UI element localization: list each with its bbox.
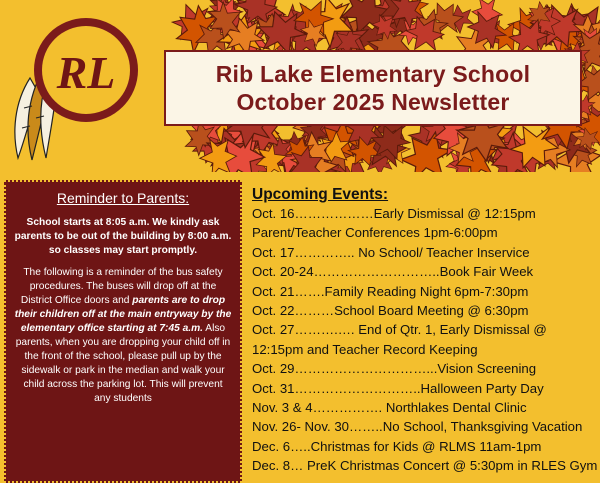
newsletter-date-title: October 2025 Newsletter bbox=[236, 89, 510, 115]
event-item: Oct. 27……….…. End of Qtr. 1, Early Dismissal @ 12:15pm and Teacher Record Keeping bbox=[252, 322, 547, 357]
event-item: Oct. 17………….. No School/ Teacher Inservice bbox=[252, 244, 530, 260]
event-item: Oct. 20-24………………………..Book Fair Week bbox=[252, 264, 534, 280]
event-item: Dec. 6…..Christmas for Kids @ RLMS 11am-1pm bbox=[252, 438, 542, 454]
event-item: Nov. 26- Nov. 30……..No School, Thanksgiving Vacation bbox=[252, 419, 583, 435]
reminder-panel bbox=[4, 180, 242, 483]
event-item: Dec. 8… PreK Christmas Concert @ 5:30pm in RLES Gym bbox=[252, 458, 598, 474]
reminder-start-time-paragraph: School starts at 8:05 a.m. We kindly ask parents to be out of the building by 8:00 a.m. so classes may start promptly. bbox=[14, 217, 232, 256]
events-heading: Upcoming Events: bbox=[252, 186, 389, 203]
event-item: Oct. 21…….Family Reading Night 6pm-7:30pm bbox=[252, 283, 529, 299]
event-item: Oct. 29…………………………...Vision Screening bbox=[252, 361, 537, 377]
reminder-bus-text-c: Also parents, when you are dropping your child off in the front of the school, please pull up by the sidewalk or park in the median and walk your child across the parking lot. This will prevent any students bbox=[15, 323, 231, 404]
school-name-title: Rib Lake Elementary School bbox=[215, 61, 531, 87]
reminder-heading: Reminder to Parents: bbox=[56, 190, 190, 206]
reminder-bus-paragraph bbox=[14, 266, 232, 406]
event-item: Parent/Teacher Conferences 1pm-6:00pm bbox=[252, 225, 498, 241]
reminder-bus-text-emphasis: parents are to drop their children off at the main entryway by the elementary office starting at 7:45 a.m. bbox=[14, 295, 232, 334]
event-item: Nov. 3 & 4……………. Northlakes Dental Clinic bbox=[252, 400, 527, 416]
newsletter-title-box bbox=[164, 50, 582, 126]
event-item: Oct. 16………………Early Dismissal @ 12:15pm bbox=[252, 206, 536, 221]
event-item: Oct. 22………School Board Meeting @ 6:30pm bbox=[252, 303, 529, 319]
event-item: Oct. 31………………………..Halloween Party Day bbox=[252, 380, 544, 396]
school-logo bbox=[8, 8, 158, 168]
events-list bbox=[252, 204, 598, 476]
upcoming-events-panel bbox=[246, 180, 600, 483]
logo-text: RL bbox=[56, 47, 116, 98]
reminder-bus-text-a: The following is a reminder of the bus safety procedures. The buses will drop off at the District Office doors and bbox=[20, 267, 223, 306]
